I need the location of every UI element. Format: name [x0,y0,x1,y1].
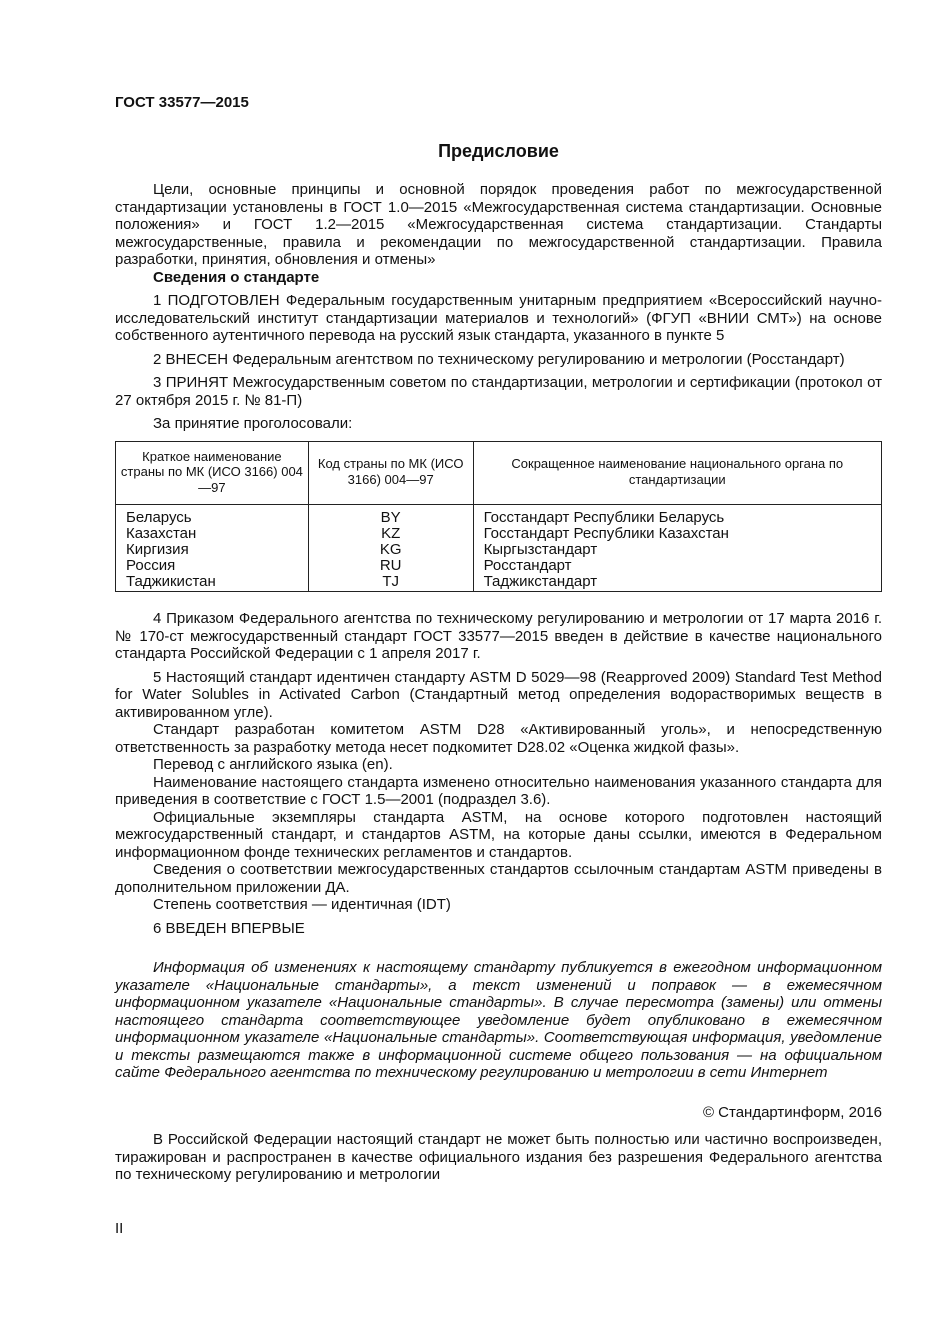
table-row [116,558,882,574]
section-subheading: Сведения о стандарте [153,268,320,286]
country-cell: Беларусь [116,505,309,527]
item-4-paragraph: 4 Приказом Федерального агентства по техническому регулированию и метрологии от 17 марта 2016 г. № 170-ст межгосударственный стандарт ГОСТ 33577—2015 введен в действие в качестве национального стандарта Российской Федерации с 1 апреля 2017 г. [115,610,882,662]
body-cell: Госстандарт Республики Беларусь [473,505,881,527]
reproduction-notice: В Российской Федерации настоящий стандарт не может быть полностью или частично воспроизведен, тиражирован и распространен в качестве официального издания без разрешения Федерального агентства по техническому регулированию и метрологии [115,1131,882,1183]
copyright-line: © Стандартинформ, 2016 [702,1103,882,1121]
intro-paragraph: Цели, основные принципы и основной порядок проведения работ по межгосударственной стандартизации установлены в ГОСТ 1.0—2015 «Межгосударственная система стандартизации. Основные положения» и ГОСТ 1.2—2015 «Межгосударственная система стандартизации. Стандарты межгосударственные, правила и рекомендации по межгосударственной стандартизации. Правила разработки, принятия, обновления и отмены» [115,181,882,268]
table-row [116,505,882,527]
item-5-degree: Степень соответствия — идентичная (IDT) [153,896,451,913]
code-cell: TJ [308,574,473,592]
table-row [116,526,882,542]
country-cell: Россия [116,558,309,574]
item-5-official-copies: Официальные экземпляры стандарта ASTM, на основе которого подготовлен настоящий межгосударственный стандарт, и стандартов ASTM, на которые даны ссылки, имеются в Федеральном информационном фонде технических регламентов и стандартов. [115,808,882,861]
voted-label: За принятие проголосовали: [153,415,353,432]
item-5-paragraph: 5 Настоящий стандарт идентичен стандарту ASTM D 5029—98 (Reapproved 2009) Standard Test Method for Water Solubles in Activated Carbon (Стандартный метод определения водорастворимых веществ в активированном угле). [115,668,882,721]
header-body: Сокращенное наименование национального органа по стандартизации [473,441,881,505]
page-number: II [115,1220,124,1237]
item-5-name-change: Наименование настоящего стандарта изменено относительно наименования указанного стандарта для приведения в соответствие с ГОСТ 1.5—2001 (подраздел 3.6). [115,773,882,808]
code-cell: KG [308,542,473,558]
header-country: Краткое наименование страны по МК (ИСО 3166) 004—97 [116,441,309,505]
country-cell: Таджикистан [116,574,309,592]
code-cell: BY [308,505,473,527]
country-cell: Казахстан [116,526,309,542]
body-cell: Таджикстандарт [473,574,881,592]
code-cell: KZ [308,526,473,542]
item-5-committee: Стандарт разработан комитетом ASTM D28 «Активированный уголь», и непосредственную ответственность за разработку метода несет подкомитет D28.02 «Оценка жидкой фазы». [115,721,882,756]
table-row [116,542,882,558]
table-row [116,574,882,592]
item-3-paragraph: 3 ПРИНЯТ Межгосударственным советом по стандартизации, метрологии и сертификации (протокол от 27 октября 2015 г. № 81-П) [115,374,882,409]
code-cell: RU [308,558,473,574]
table-header-row [116,441,882,505]
page-title: Предисловие [438,141,559,161]
item-5-annex: Сведения о соответствии межгосударственных стандартов ссылочным стандартам ASTM приведены в дополнительном приложении ДА. [115,861,882,896]
changes-info-note: Информация об изменениях к настоящему стандарту публикуется в ежегодном информационном указателе «Национальные стандарты», а текст изменений и поправок — в ежемесячном информационном указателе «Национальные стандарты». В случае пересмотра (замены) или отмены настоящего стандарта соответствующее уведомление будет опубликовано в ежемесячном информационном указателе «Национальные стандарты». Соответствующая информация, уведомление и тексты размещаются также в информационной системе общего пользования — на официальном сайте Федерального агентства по техническому регулированию и метрологии в сети Интернет [115,959,882,1081]
body-text [115,181,882,1184]
voting-table [115,441,882,593]
body-cell: Кыргызстандарт [473,542,881,558]
item-1-paragraph: 1 ПОДГОТОВЛЕН Федеральным государственным унитарным предприятием «Всероссийский научно-исследовательский институт стандартизации материалов и технологий» (ФГУП «ВНИИ СМТ») на основе собственного аутентичного перевода на русский язык стандарта, указанного в пункте 5 [115,292,882,344]
item-2-paragraph: 2 ВНЕСЕН Федеральным агентством по техническому регулированию и метрологии (Росстандарт) [153,350,845,368]
standard-id-header: ГОСТ 33577—2015 [115,94,249,111]
item-6-paragraph: 6 ВВЕДЕН ВПЕРВЫЕ [153,919,305,937]
body-cell: Госстандарт Республики Казахстан [473,526,881,542]
body-cell: Росстандарт [473,558,881,574]
item-5-translation: Перевод с английского языка (en). [153,756,393,773]
header-code: Код страны по МК (ИСО 3166) 004—97 [308,441,473,505]
country-cell: Киргизия [116,542,309,558]
